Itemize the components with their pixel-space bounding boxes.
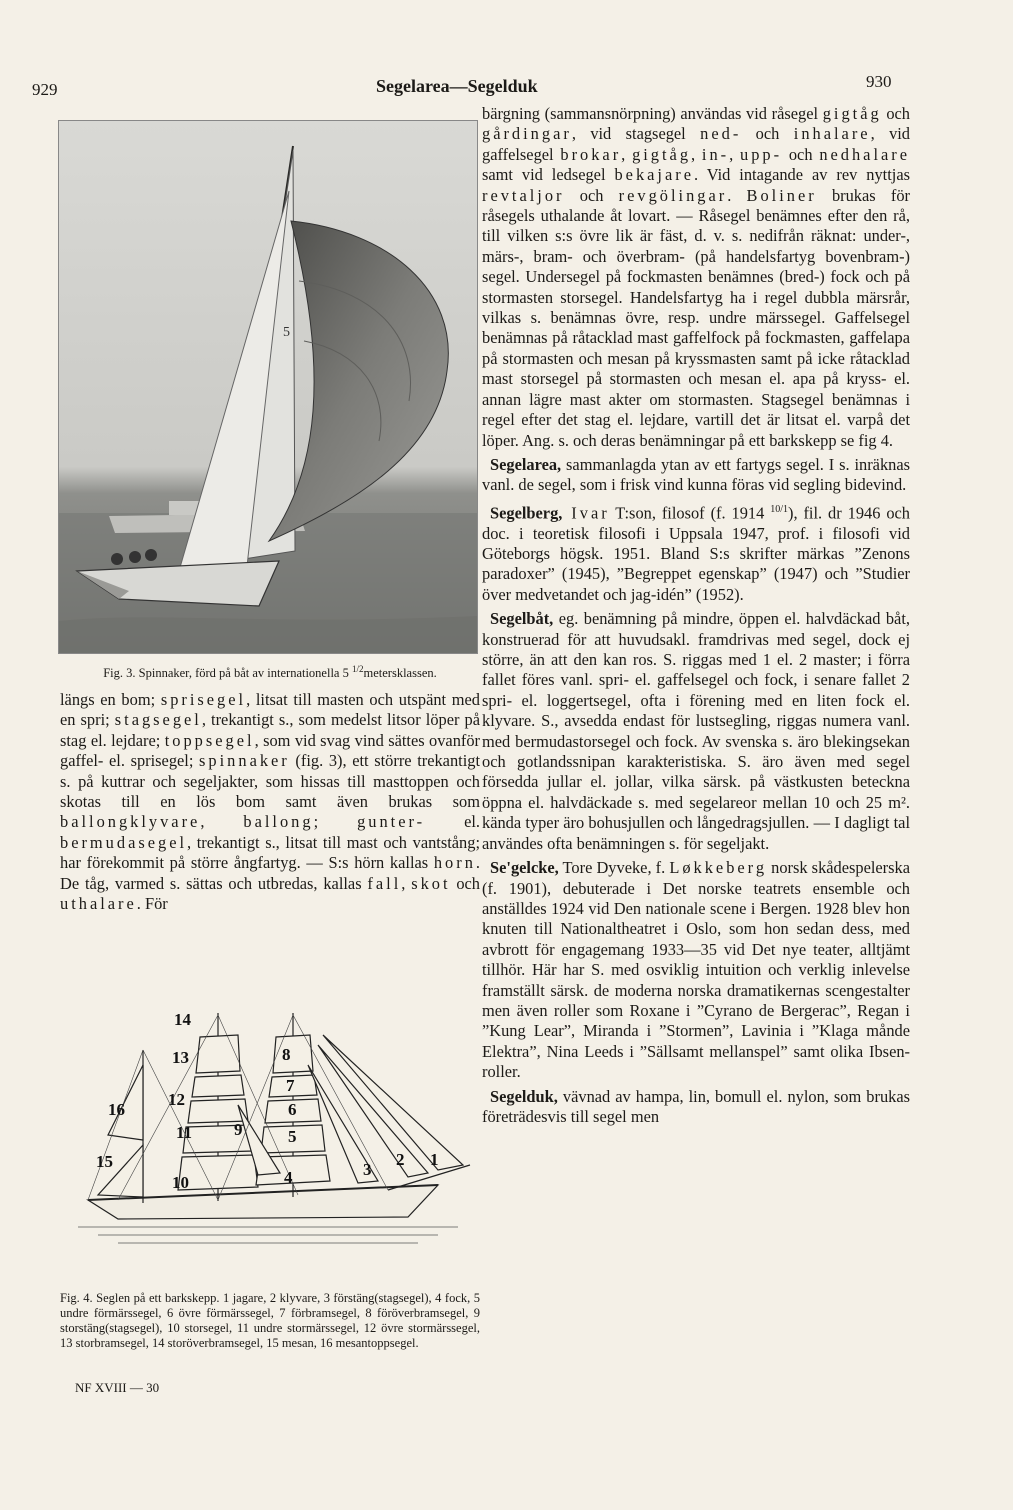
right-column-text <box>482 104 910 1127</box>
caption-text: Fig. 3. Spinnaker, förd på båt av internationella 5 <box>103 666 352 681</box>
figure-4-caption: Fig. 4. Seglen på ett barkskepp. 1 jagare, 2 klyvare, 3 förstäng(stagsegel), 4 fock, 5 undre förmärssegel, 6 övre förmärssegel, 7 förbramsegel, 8 föröverbramsegel, 9 storstäng(stagsegel), 10 storsegel, 11 undre stormärssegel, 12 övre stormärssegel, 13 storbramsegel, 14 storöverbramsegel, 15 mesan, 16 mesantoppsegel. <box>60 1291 480 1350</box>
figure-3-caption <box>60 662 480 681</box>
barque-sail-diagram <box>58 1005 478 1255</box>
headword: Segelberg, <box>490 503 563 523</box>
left-column-text <box>60 690 480 914</box>
entry-segelcke: Se'gelcke, Tore Dyveke, f. Løkkeberg norsk skådespelerska (f. 1901), debuterade i Det norske teatrets ensemble och anställdes 1924 vid Den nationale scene i Bergen. 1928 blev hon knuten till Nationaltheatret i Oslo, som hon sedan dess, med avbrott för engagemang 1933—35 vid Det nye teater, alltjämt tillhör. Här har S. med osviklig intuition och verklig inlevelse framställt särsk. de moderna norska dramatikernas scengestalter men även roller som Roxane i ”Cyrano de Bergerac”, Regan i ”Kung Lear”, Miranda i ”Stormen”, Lavinia i ”Klaga månde Elektra”, Nina Leeds i ”Sällsamt mellanspel” samt olika Ibsen-roller. <box>482 858 910 1082</box>
sail-label-13: 13 <box>172 1048 189 1067</box>
caption-fraction: 1/2 <box>351 664 364 674</box>
sail-label-1: 1 <box>430 1150 439 1169</box>
paragraph: längs en bom; sprisegel, litsat till masten och utspänt med en spri; stagsegel, trekantigt s., som medelst litsor löper på stag el. lejdare; toppsegel, som vid svag vind sättes ovanför gaffel- el. sprisegel; spinnaker (fig. 3), ett större trekantigt s. på kuttrar och segeljakter, som hissas till masttoppen och skotas till en lös bom samt även brukas som ballongklyvare, ballong; gunter- el. bermudasegel, trekantigt s., litsat till mast och vantstång; har förekommit på större ångfartyg. — S:s hörn kallas horn. De tåg, varmed s. sättas och utbredas, kallas fall, skot och uthalare. För <box>60 690 481 914</box>
sail-label-4: 4 <box>284 1168 293 1187</box>
running-title: Segelarea—Segelduk <box>376 76 538 96</box>
barque-illustration <box>58 1005 478 1255</box>
headword: Segelarea, <box>490 454 562 474</box>
sail-label-5: 5 <box>288 1127 297 1146</box>
headword: Segelbåt, <box>490 609 554 629</box>
sail-label-12: 12 <box>168 1090 185 1109</box>
headword: Se'gelcke, <box>490 858 559 878</box>
spinnaker-illustration <box>59 121 477 653</box>
sail-label-14: 14 <box>174 1010 191 1029</box>
entry-segelberg: Segelberg, Ivar T:son, filosof (f. 1914 $^{10/1}$), fil. dr 1946 och doc. i teoretisk filosofi i Uppsala 1947, prof. i filosofi vid Göteborgs högsk. 1951. Bland S:s skrifter märkas ”Zenons paradoxer” (1945), ”Begreppet egenskap” (1947) och ”Studier över medvetandet och jag-idén” (1952). <box>482 503 910 604</box>
running-header <box>0 70 1013 100</box>
sail-label-6: 6 <box>288 1100 297 1119</box>
sail-label-15: 15 <box>96 1152 113 1171</box>
sail-label-11: 11 <box>176 1123 193 1142</box>
headword: Segelduk, <box>490 1086 558 1106</box>
sail-label-2: 2 <box>396 1150 405 1169</box>
volume-signature: NF XVIII — 30 <box>75 1380 160 1395</box>
spinnaker-photo <box>58 120 478 654</box>
page-number-left: 929 <box>32 80 58 99</box>
sail-label-9: 9 <box>234 1120 243 1139</box>
sail-label-10: 10 <box>172 1173 189 1192</box>
page-number-right: 930 <box>866 72 892 91</box>
entry-segelduk: Segelduk, vävnad av hampa, lin, bomull el. nylon, som brukas företrädesvis till segel men <box>482 1086 910 1126</box>
entry-segelbat: Segelbåt, eg. benämning på mindre, öppen el. halvdäckad båt, konstruerad för att huvudsakl. framdrivas med segel, dock ej större, än att den kan ros. S. riggas med 1 el. 2 master; i förra fallet föres vanl. spri- el. gaffelsegel och fock, i senare fallet 2 spri- el. loggertsegel, ofta i förening med en liten fock el. klyvare. S., avsedda endast för lustsegling, riggas numera vanl. med bermudastorsegel och fock. Av svenska s. äro blekingsekan och gotlandssnipan karakteristiska. S. äro även med segel försedda jullar el. jollar, vilka särsk. på västkusten beteckna öppna el. halvdäckade s. med segelareor mellan 10 och 25 m². kända typer äro bohusjullen och långedragsjullen. — I dagligt tal användes ofta benämningen s. för segeljakt. <box>482 609 910 853</box>
entry-segelarea: Segelarea, sammanlagda ytan av ett fartygs segel. I s. inräknas vanl. de segel, som i frisk vind kunna föras vid segling bidevind. <box>482 454 910 495</box>
caption-suffix: metersklassen. <box>363 666 437 681</box>
sail-label-7: 7 <box>286 1076 295 1095</box>
sail-label-16: 16 <box>108 1100 125 1119</box>
sail-number: 5 <box>283 325 290 340</box>
paragraph: bärgning (sammansnörpning) användas vid råsegel gigtåg och gårdingar, vid stagsegel ned- och inhalare, vid gaffelsegel brokar, gigtåg, in-, upp- och nedhalare samt vid ledsegel bekajare. Vid intagande av rev nyttjas revtaljor och revgölingar. Boliner brukas för råsegels uthalande åt lovart. — Råsegel benämnes efter den rå, till vilken s:s övre lik är fäst, d. v. s. nedifrån räknat: under-, märs-, bram- och överbram- (på handelsfartyg bovenbram-) segel. Undersegel på fockmasten benämnes (bred-) fock och på stormasten storsegel. Handelsfartyg ha i regel dubbla märsrår, vilkas s. benämnas övre, resp. undre märssegel. Gaffelsegel benämnas på råtacklad mast gaffelfock på fockmasten, gaffelapa på stormasten och mesan på kryssmasten samt på icke råtacklad mast storsegel på stormasten och mesan el. apa på kryss- el. annan lägre mast akter om stormasten. Stagsegel benämnas i regel efter det stag el. lejdare, vartill det är litsat el. varpå det löper. Ang. s. och deras benämningar på ett barkskepp se fig 4. <box>482 104 911 450</box>
sail-label-8: 8 <box>282 1045 291 1064</box>
sail-label-3: 3 <box>363 1160 372 1179</box>
